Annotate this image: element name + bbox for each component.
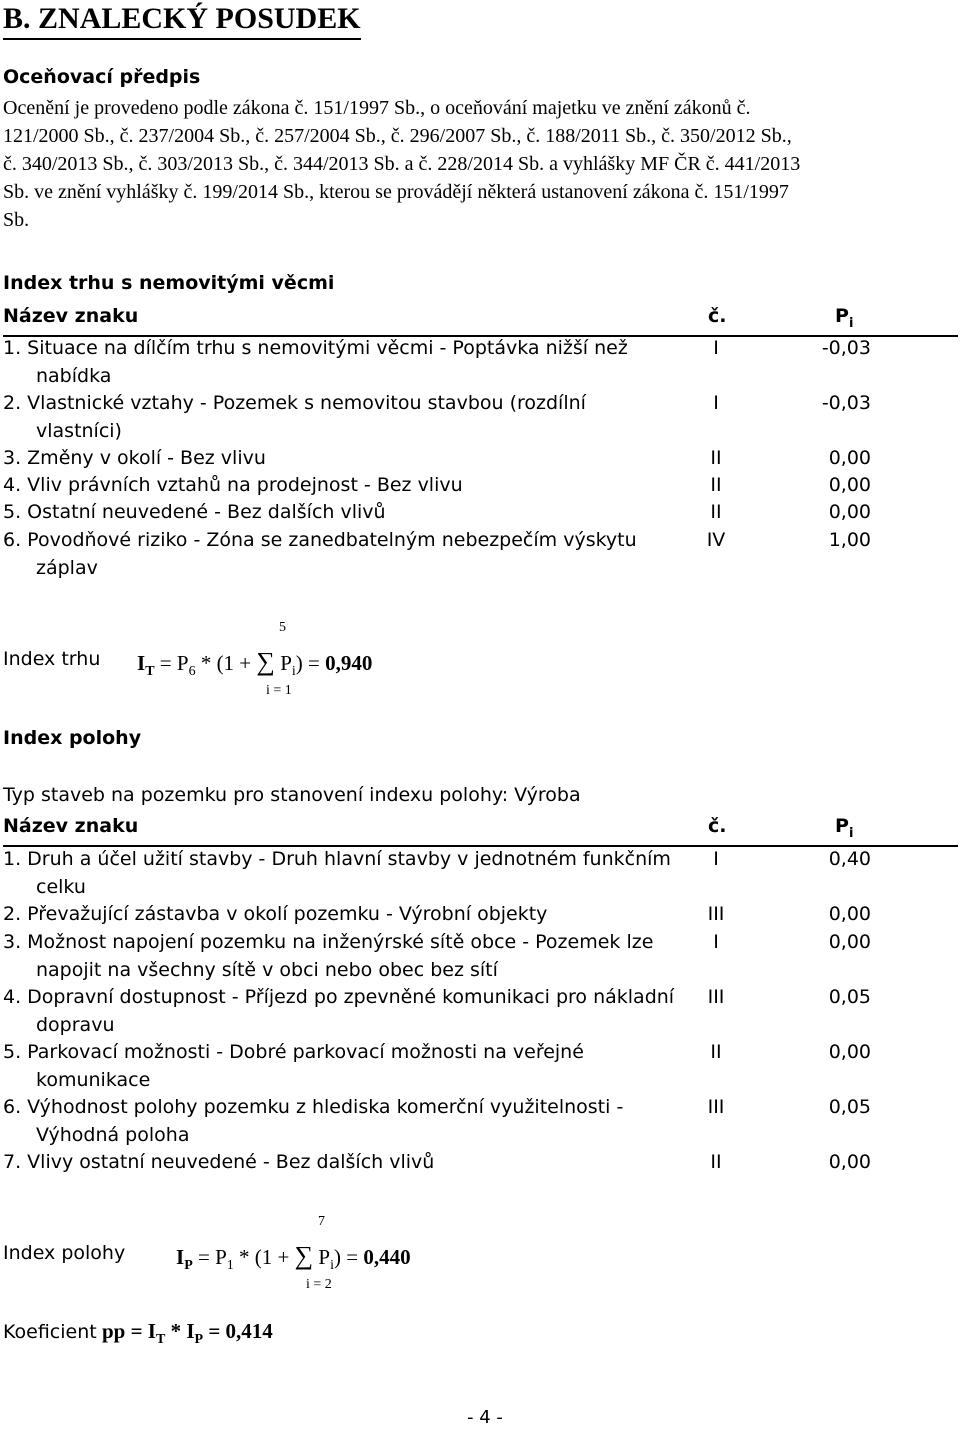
row-label-cont: Výhodná poloha — [36, 1124, 190, 1146]
location-index-table-header — [3, 815, 958, 847]
row-label: 6. Výhodnost polohy pozemku z hlediska komerční využitelnosti - — [3, 1096, 624, 1118]
row-value: 0,00 — [828, 474, 871, 496]
valuation-basis-heading: Oceňovací předpis — [3, 66, 201, 88]
row-value: 0,40 — [828, 848, 871, 870]
valuation-basis-line: 121/2000 Sb., č. 237/2004 Sb., č. 257/2004 Sb., č. 296/2007 Sb., č. 188/2011 Sb., č. 350/2012 Sb., — [3, 125, 792, 147]
column-p-header: $P_i$ — [835, 815, 854, 841]
valuation-basis-line: Sb. — [3, 209, 30, 231]
row-value: 0,00 — [828, 931, 871, 953]
row-label-cont: napojit na všechny sítě v obci nebo obec bez sítí — [36, 959, 498, 981]
row-number: II — [710, 1151, 722, 1173]
row-label: 2. Převažující zástavba v okolí pozemku - Výrobní objekty — [3, 903, 548, 925]
row-label: 1. Druh a účel užití stavby - Druh hlavní stavby v jednotném funkčním — [3, 848, 671, 870]
row-label: 3. Možnost napojení pozemku na inženýrské sítě obce - Pozemek lze — [3, 931, 654, 953]
section-title: ZNALECKÝ POSUDEK — [38, 2, 361, 35]
row-value: 0,00 — [828, 903, 871, 925]
column-p-header: $P_i$ — [835, 305, 854, 331]
section-letter: B. — [3, 2, 31, 35]
row-number: II — [710, 1041, 722, 1063]
row-label: 5. Ostatní neuvedené - Bez dalších vlivů — [3, 501, 386, 523]
row-number: I — [713, 392, 719, 414]
row-number: II — [710, 474, 722, 496]
location-index-result: 0,440 — [363, 1245, 411, 1269]
row-label-cont: celku — [36, 876, 86, 898]
row-label: 7. Vlivy ostatní neuvedené - Bez dalších vlivů — [3, 1151, 435, 1173]
row-value: 0,00 — [828, 447, 871, 469]
location-index-formula-label: Index polohy — [3, 1242, 126, 1264]
valuation-basis-line: Ocenění je provedeno podle zákona č. 151/1997 Sb., o oceňování majetku ve znění zákonů č. — [3, 97, 751, 119]
coefficient-name: pp — [101, 1319, 126, 1343]
coefficient-result: 0,414 — [225, 1319, 273, 1343]
row-value: 0,05 — [828, 1096, 871, 1118]
market-index-formula: $I_T = P_6 * (1$ + ∑ $P_i) = 0,940$ — [137, 647, 373, 680]
row-number: IV — [706, 529, 726, 551]
row-value: 0,00 — [828, 501, 871, 523]
column-name-header: Název znaku — [3, 815, 139, 837]
valuation-basis-line: Sb. ve znění vyhlášky č. 199/2014 Sb., kterou se provádějí některá ustanovení zákona č. 151/1997 — [3, 181, 789, 203]
location-index-formula: $I_P = P_1 * (1$ + ∑ $P_i) = 0,440$ — [176, 1241, 411, 1274]
sum-lower-limit: i = 2 — [306, 1277, 332, 1292]
row-number: I — [713, 931, 719, 953]
column-number-header: č. — [708, 305, 727, 327]
row-number: III — [707, 903, 725, 925]
coefficient-label: Koeficient — [3, 1321, 97, 1343]
row-label-cont: nabídka — [36, 365, 112, 387]
sigma-icon: ∑ — [256, 647, 275, 676]
column-name-header: Název znaku — [3, 305, 139, 327]
market-index-table-header — [3, 305, 958, 337]
market-index-result: 0,940 — [325, 651, 373, 675]
row-label: 5. Parkovací možnosti - Dobré parkovací možnosti na veřejné — [3, 1041, 584, 1063]
row-label-cont: záplav — [36, 557, 98, 579]
building-type-line: Typ staveb na pozemku pro stanovení indexu polohy: Výroba — [3, 784, 581, 806]
market-index-heading: Index trhu s nemovitými věcmi — [3, 272, 335, 294]
sum-upper-limit: 5 — [279, 620, 286, 635]
row-label-cont: komunikace — [36, 1069, 151, 1091]
row-label-cont: dopravu — [36, 1014, 115, 1036]
row-number: III — [707, 1096, 725, 1118]
sum-upper-limit: 7 — [318, 1214, 325, 1229]
row-number: I — [713, 848, 719, 870]
row-value: -0,03 — [821, 337, 871, 359]
row-value: 0,00 — [828, 1041, 871, 1063]
coefficient-line: Koeficient pp = $I_T * I_P = 0,414$ — [3, 1319, 273, 1348]
row-value: -0,03 — [821, 392, 871, 414]
row-value: 0,00 — [828, 1151, 871, 1173]
location-index-heading: Index polohy — [3, 727, 142, 749]
row-label: 2. Vlastnické vztahy - Pozemek s nemovitou stavbou (rozdílní — [3, 392, 586, 414]
page-title — [3, 0, 361, 40]
row-value: 0,05 — [828, 986, 871, 1008]
row-number: I — [713, 337, 719, 359]
page-number: - 4 - — [467, 1407, 503, 1428]
column-number-header: č. — [708, 815, 727, 837]
valuation-basis-line: č. 340/2013 Sb., č. 303/2013 Sb., č. 344/2013 Sb. a č. 228/2014 Sb. a vyhlášky MF ČR č. 441/2013 — [3, 153, 801, 175]
row-label: 4. Vliv právních vztahů na prodejnost - Bez vlivu — [3, 474, 463, 496]
row-label: 3. Změny v okolí - Bez vlivu — [3, 447, 266, 469]
row-label: 6. Povodňové riziko - Zóna se zanedbatelným nebezpečím výskytu — [3, 529, 637, 551]
row-value: 1,00 — [828, 529, 871, 551]
row-number: II — [710, 501, 722, 523]
row-number: II — [710, 447, 722, 469]
row-label-cont: vlastníci) — [36, 420, 122, 442]
row-label: 1. Situace na dílčím trhu s nemovitými věcmi - Poptávka nižší než — [3, 337, 628, 359]
sum-lower-limit: i = 1 — [266, 683, 292, 698]
sigma-icon: ∑ — [294, 1241, 314, 1270]
market-index-formula-label: Index trhu — [3, 648, 101, 670]
row-number: III — [707, 986, 725, 1008]
row-label: 4. Dopravní dostupnost - Příjezd po zpevněné komunikaci pro nákladní — [3, 986, 675, 1008]
